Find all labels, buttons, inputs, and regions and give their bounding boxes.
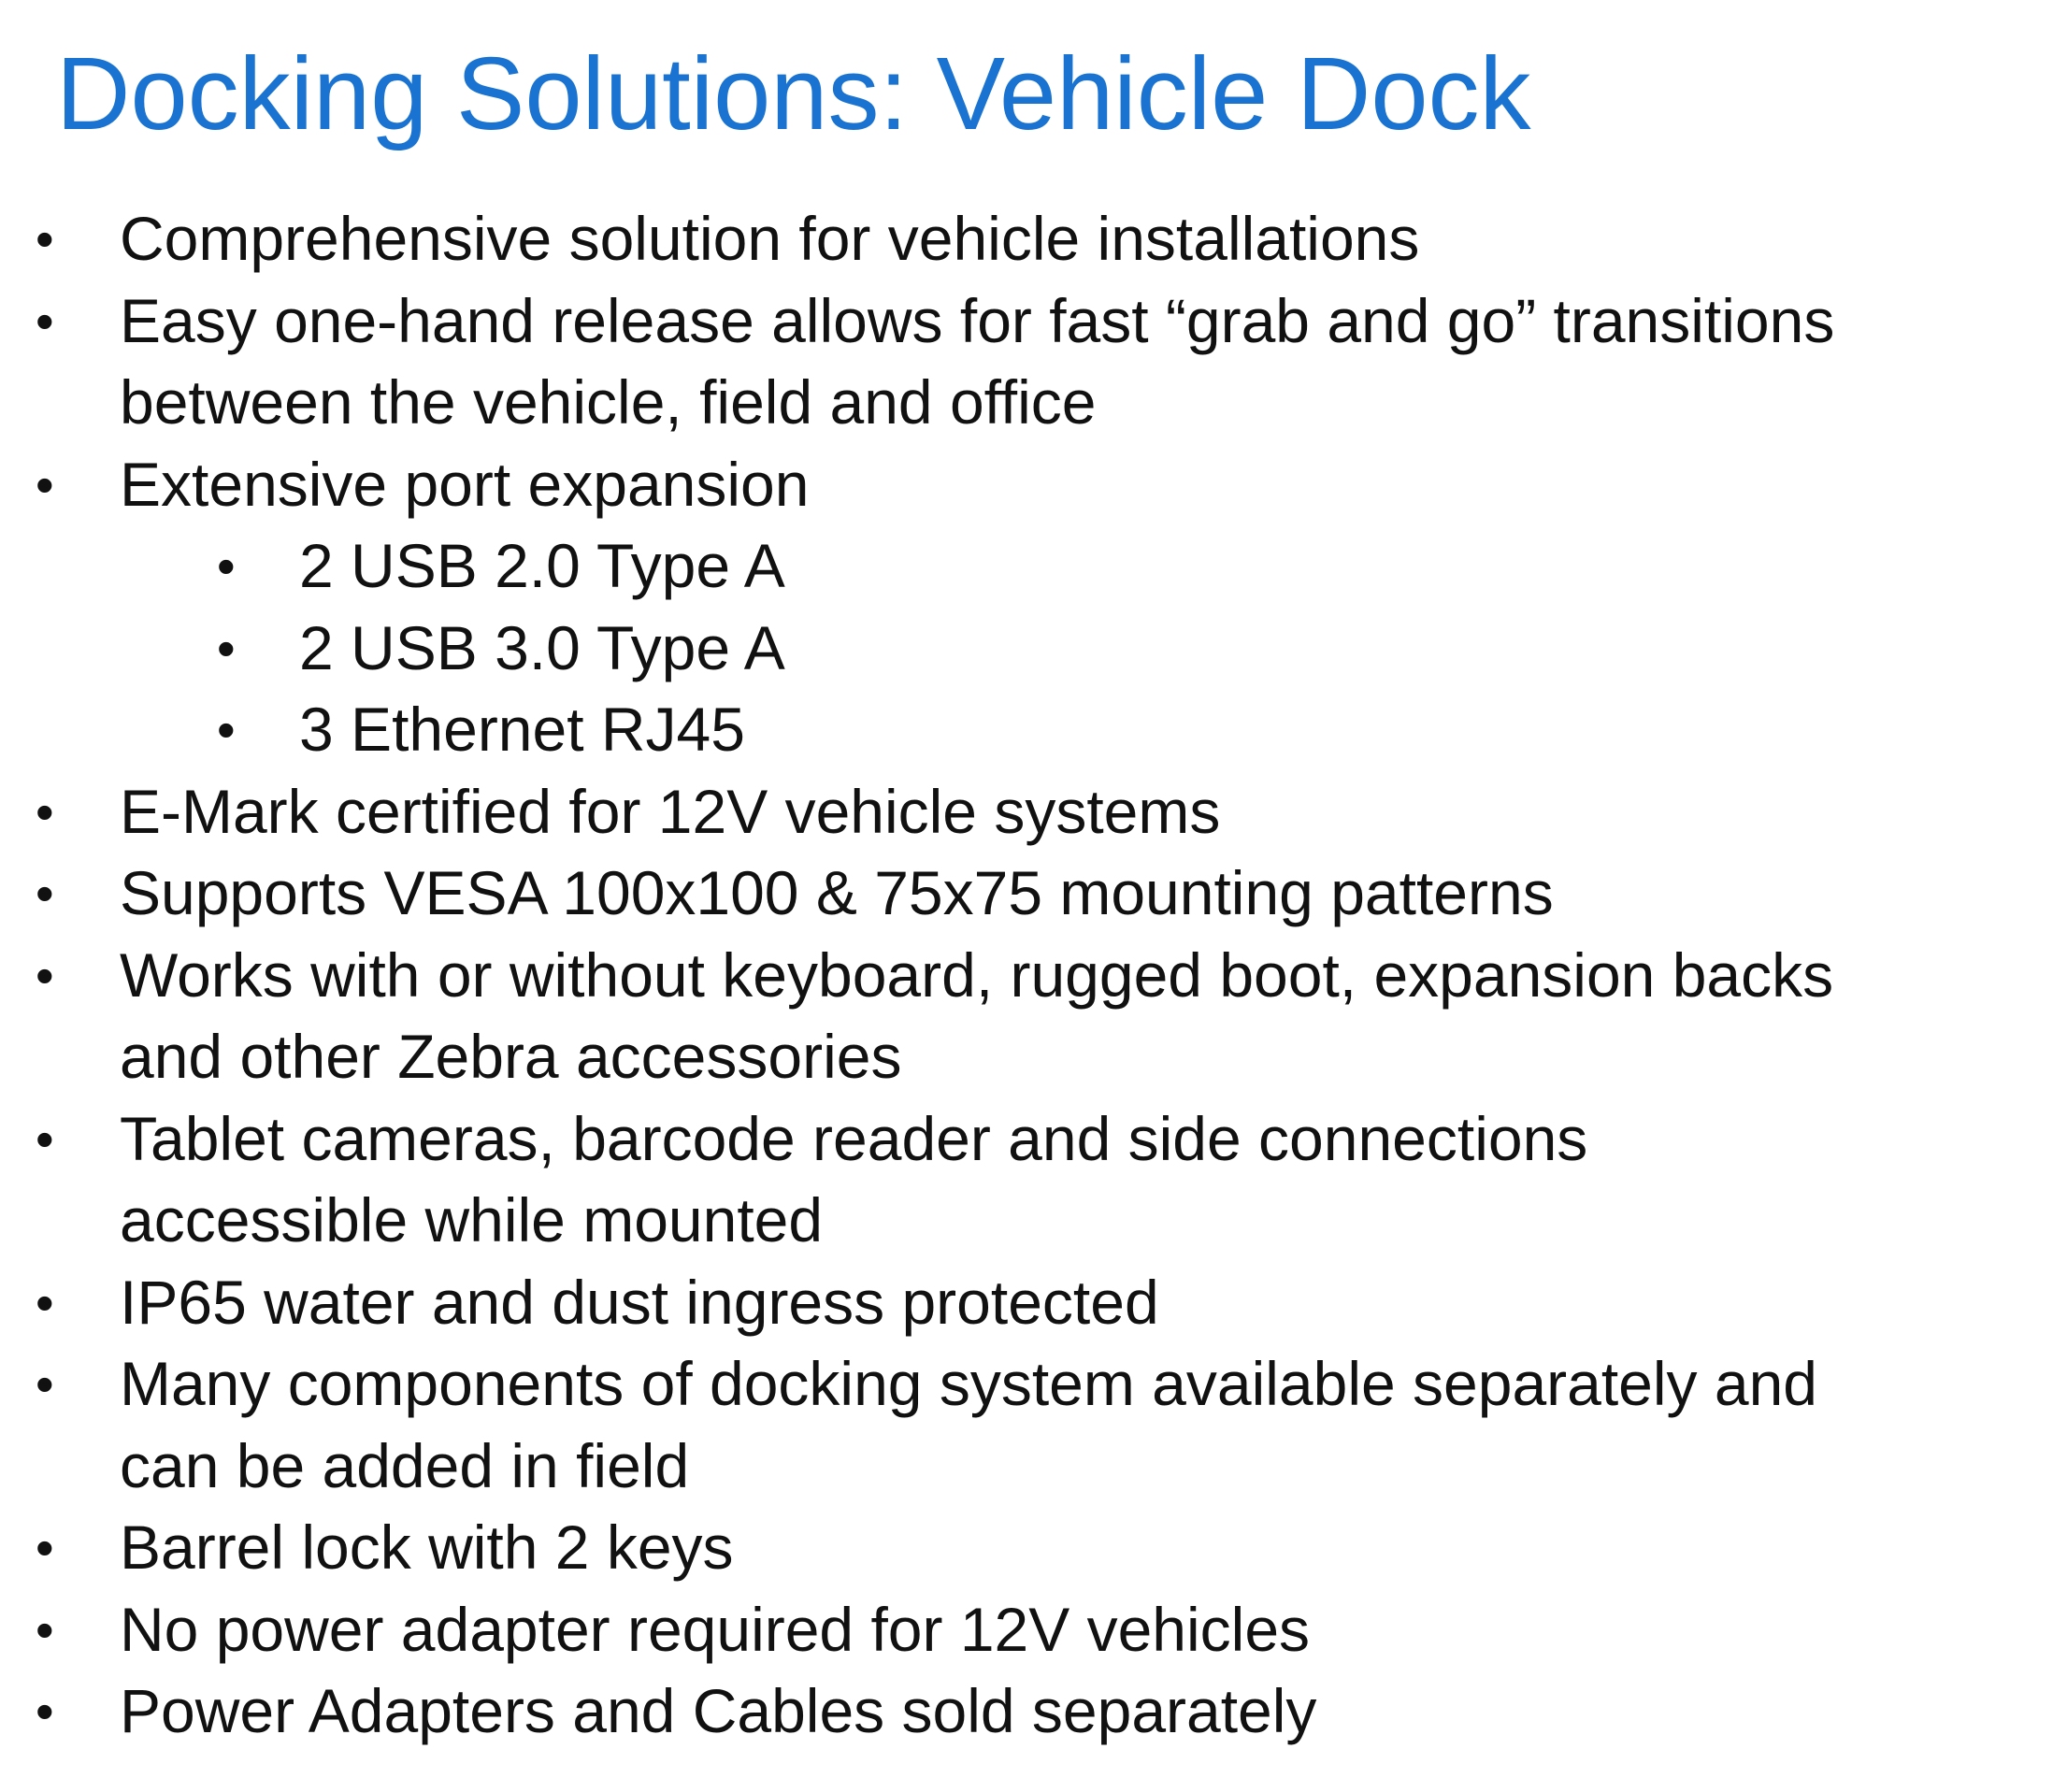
- bullet-text-continued: accessible while mounted: [120, 1185, 824, 1254]
- bullet-text-continued: between the vehicle, field and office: [120, 367, 1097, 437]
- bullet-text: E-Mark certified for 12V vehicle systems: [120, 776, 1221, 846]
- bullet-text: IP65 water and dust ingress protected: [120, 1267, 1159, 1337]
- bullet-marker: •: [36, 1599, 54, 1659]
- bullet-text: No power adapter required for 12V vehicles: [120, 1594, 1311, 1664]
- sub-bullet-item: [0, 525, 2067, 608]
- bullet-text: Comprehensive solution for vehicle installations: [120, 204, 1420, 273]
- sub-bullet-text: 3 Ethernet RJ45: [299, 695, 745, 764]
- bullet-item: [0, 1343, 2067, 1507]
- bullet-marker: •: [36, 1109, 54, 1168]
- bullet-marker: •: [36, 454, 54, 514]
- bullet-marker: •: [36, 864, 54, 923]
- bullet-text: Tablet cameras, barcode reader and side connections: [120, 1103, 1588, 1173]
- bullet-text: Easy one-hand release allows for fast “grab and go” transitions: [120, 285, 1835, 355]
- bullet-marker: •: [36, 209, 54, 268]
- bullet-text: Barrel lock with 2 keys: [120, 1512, 734, 1582]
- bullet-marker: •: [36, 1682, 54, 1741]
- bullet-text: Supports VESA 100x100 & 75x75 mounting patterns: [120, 858, 1554, 927]
- bullet-item: [0, 853, 2067, 935]
- bullet-list: [0, 198, 2067, 1753]
- bullet-marker: •: [36, 781, 54, 841]
- sub-bullet-marker: •: [217, 700, 236, 759]
- bullet-text: Works with or without keyboard, rugged boot, expansion backs: [120, 939, 1834, 1010]
- bullet-item: [0, 198, 2067, 280]
- sub-bullet-item: [0, 689, 2067, 771]
- bullet-text-continued: can be added in field: [120, 1430, 690, 1500]
- sub-bullet-marker: •: [217, 537, 236, 595]
- bullet-text: Power Adapters and Cables sold separately: [120, 1676, 1317, 1745]
- bullet-item: [0, 1262, 2067, 1344]
- bullet-marker: •: [36, 945, 54, 1005]
- bullet-item: [0, 444, 2067, 526]
- bullet-text: Many components of docking system available separately and: [120, 1349, 1817, 1418]
- sub-bullet-item: [0, 608, 2067, 690]
- sub-bullet-marker: •: [217, 618, 236, 678]
- bullet-marker: •: [36, 1355, 54, 1413]
- bullet-item: [0, 1670, 2067, 1753]
- sub-bullet-text: 2 USB 2.0 Type A: [299, 531, 785, 600]
- bullet-item: [0, 1589, 2067, 1671]
- bullet-text: Extensive port expansion: [120, 449, 810, 519]
- bullet-marker: •: [36, 1272, 54, 1332]
- sub-bullet-text: 2 USB 3.0 Type A: [299, 612, 785, 682]
- bullet-text-continued: and other Zebra accessories: [120, 1022, 902, 1091]
- bullet-marker: •: [36, 291, 54, 351]
- bullet-item: [0, 280, 2067, 444]
- bullet-item: [0, 1098, 2067, 1262]
- bullet-item: [0, 1507, 2067, 1589]
- slide-title: Docking Solutions: Vehicle Dock: [56, 36, 1531, 151]
- bullet-item: [0, 771, 2067, 853]
- bullet-marker: •: [36, 1518, 54, 1577]
- bullet-item: [0, 935, 2067, 1098]
